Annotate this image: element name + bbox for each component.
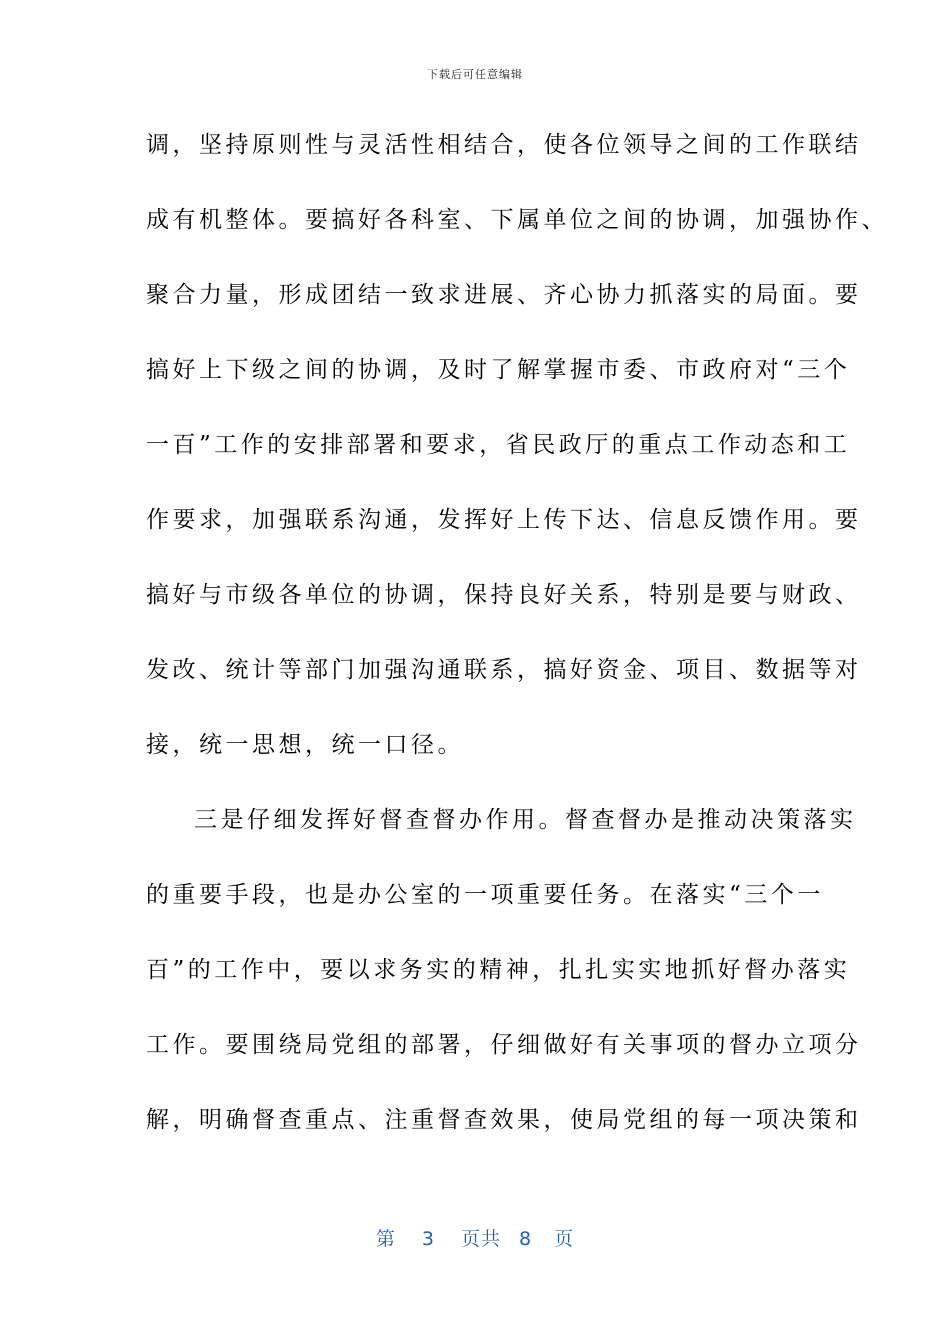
paragraph-start-line: 三是仔细发挥好督查督办作用。督查督办是推动决策落实 (194, 807, 857, 833)
page-footer (0, 1224, 950, 1251)
document-body (146, 122, 888, 1172)
text-line: 搞好上下级之间的协调，及时了解掌握市委、市政府对“三个 (146, 357, 851, 383)
text-line: 成有机整体。要搞好各科室、下属单位之间的协调，加强协作、 (146, 207, 888, 233)
footer-prefix: 第 (375, 1228, 396, 1250)
header-note: 下载后可任意编辑 (427, 68, 523, 81)
text-line: 聚合力量，形成团结一致求进展、齐心协力抓落实的局面。要 (146, 282, 862, 308)
text-line: 调，坚持原则性与灵活性相结合，使各位领导之间的工作联结 (146, 132, 862, 158)
text-line: 作要求，加强联系沟通，发挥好上传下达、信息反馈作用。要 (146, 507, 862, 533)
text-line: 的重要手段，也是办公室的一项重要任务。在落实“三个一 (146, 882, 824, 908)
text-line: 搞好与市级各单位的协调，保持良好关系，特别是要与财政、 (146, 582, 862, 608)
text-line: 一百”工作的安排部署和要求，省民政厅的重点工作动态和工 (146, 432, 851, 458)
text-line: 解，明确督查重点、注重督查效果，使局党组的每一项决策和 (146, 1107, 862, 1133)
text-line: 百”的工作中，要以求务实的精神，扎扎实实地抓好督办落实 (146, 957, 851, 983)
text-line: 接，统一思想，统一口径。 (146, 732, 464, 758)
current-page-number: 3 (421, 1228, 435, 1250)
footer-suffix: 页 (554, 1228, 575, 1250)
footer-middle: 页共 (460, 1228, 501, 1250)
text-line: 工作。要围绕局党组的部署，仔细做好有关事项的督办立项分 (146, 1032, 862, 1058)
total-pages-number: 8 (519, 1228, 533, 1250)
text-line: 发改、统计等部门加强沟通联系，搞好资金、项目、数据等对 (146, 657, 862, 683)
